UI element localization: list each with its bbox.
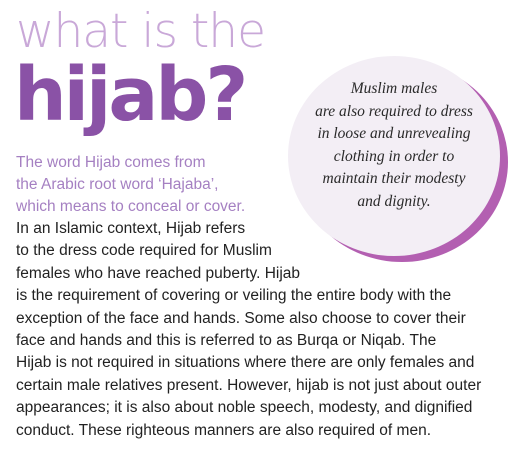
body-line: face and hands and this is referred to as Burqa or Niqab. The bbox=[16, 332, 437, 350]
intro-line: The word Hijab comes from bbox=[16, 154, 206, 171]
callout-line: clothing in order to bbox=[333, 147, 455, 165]
callout-line: and dignity. bbox=[357, 192, 431, 210]
body-line: exception of the face and hands. Some also choose to cover their bbox=[16, 309, 466, 327]
body-line: certain male relatives present. However, hijab is not just about outer bbox=[16, 376, 482, 394]
callout-line: Muslim males bbox=[350, 80, 438, 97]
body-line: conduct. These righteous manners are also required of men. bbox=[16, 421, 432, 439]
callout-line: maintain their modesty bbox=[322, 170, 466, 188]
body-line: In an Islamic context, Hijab refers bbox=[16, 220, 246, 237]
page-title-line2: hijab? bbox=[14, 52, 246, 138]
callout-line: in loose and unrevealing bbox=[317, 125, 471, 143]
body-line: is the requirement of covering or veiling the entire body with the bbox=[16, 287, 452, 305]
callout-line: are also required to dress bbox=[315, 102, 473, 120]
callout-quote bbox=[288, 78, 500, 214]
intro-paragraph bbox=[16, 152, 266, 218]
body-line: appearances; it is also about noble speech, modesty, and dignified bbox=[16, 399, 473, 417]
body-line: females who have reached puberty. Hijab bbox=[16, 264, 301, 282]
body-line: Hijab is not required in situations where there are only females and bbox=[16, 354, 475, 372]
intro-line: the Arabic root word ‘Hajaba’, bbox=[16, 176, 219, 193]
body-paragraph bbox=[16, 218, 511, 442]
intro-line: which means to conceal or cover. bbox=[16, 198, 246, 215]
body-line: to the dress code required for Muslim bbox=[16, 242, 272, 260]
page-title-line1: what is the bbox=[16, 4, 266, 59]
